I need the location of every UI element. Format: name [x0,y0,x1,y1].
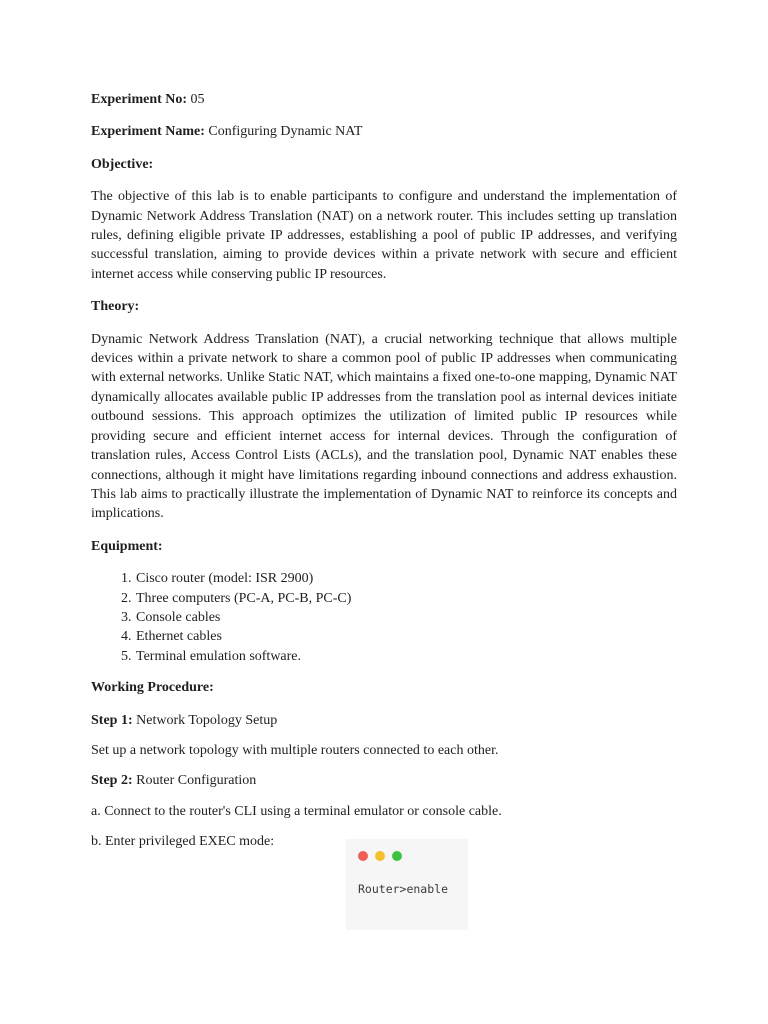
document-body [91,90,677,863]
objective-text: The objective of this lab is to enable participants to configure and understand the implementation of Dynamic Network Address Translation (NAT) on a network router. This includes setting up translation rules, defining eligible private IP addresses, establishing a pool of public IP addresses, and verifying successful translation, aiming to provide devices within a private network with secure and efficient internet access while conserving public IP resources. [91,189,677,282]
experiment-name-label: Experiment Name: [91,124,205,140]
objective-heading: Objective: [91,156,154,172]
code-snippet-card [346,839,468,930]
list-item: 2. Three computers (PC-A, PC-B, PC-C) [135,589,677,608]
code-command: Router>enable [358,882,449,896]
yellow-window-dot-icon [375,851,385,861]
step-1-name: Network Topology Setup [132,712,278,728]
theory-text: Dynamic Network Address Translation (NAT), a crucial networking technique that allows multiple devices within a private network to share a common pool of public IP addresses when communicating with external networks. Unlike Static NAT, which maintains a fixed one-to-one mapping, Dynamic NAT dynamically allocates available public IP addresses from the translation pool as internal devices initiate outbound sessions. This approach optimizes the utilization of limited public IP resources while providing secure and efficient internet access for internal devices. Through the configuration of translation rules, Access Control Lists (ACLs), and the translation pool, Dynamic NAT enables these connections, although it might have limitations regarding inbound connections and address exhaustion. This lab aims to practically illustrate the implementation of Dynamic NAT to reinforce its concepts and implications. [91,331,677,522]
step-1-text: Set up a network topology with multiple routers connected to each other. [91,742,499,758]
procedure-heading: Working Procedure: [91,680,214,696]
list-item: 4. Ethernet cables [135,627,677,646]
green-window-dot-icon [392,851,402,861]
experiment-name [91,122,677,141]
list-item: 3. Console cables [135,608,677,627]
step-2-title [91,771,677,790]
list-item: 5. Terminal emulation software. [135,647,677,666]
experiment-number-label: Experiment No: [91,92,188,107]
step-2-name: Router Configuration [132,773,257,789]
step-2-label: Step 2: [91,773,133,789]
step-1-label: Step 1: [91,712,133,728]
equipment-heading: Equipment: [91,538,163,554]
step-1-title [91,711,677,730]
experiment-name-value: Configuring Dynamic NAT [204,124,363,140]
red-window-dot-icon [358,851,368,861]
step-2-b: b. Enter privileged EXEC mode: [91,834,275,850]
list-item: 1. Cisco router (model: ISR 2900) [135,569,677,588]
experiment-number-value: 05 [187,92,205,107]
equipment-list [91,569,677,666]
step-2-a: a. Connect to the router's CLI using a terminal emulator or console cable. [91,803,502,819]
experiment-number [91,90,677,109]
theory-heading: Theory: [91,299,140,315]
